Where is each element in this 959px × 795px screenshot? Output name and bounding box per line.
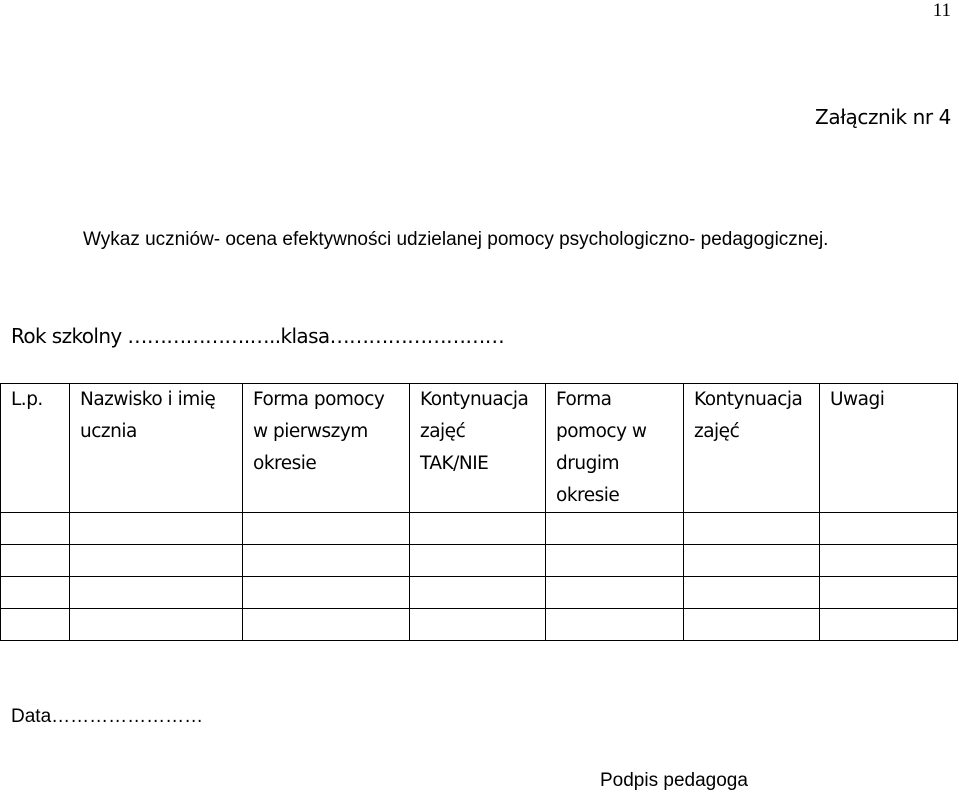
header-line: okresie: [253, 453, 317, 474]
header-line: Kontynuacja: [420, 389, 529, 410]
table-cell: [70, 609, 243, 641]
header-line: ucznia: [80, 421, 137, 442]
table-cell: [1, 609, 70, 641]
date-line: Data……………………: [11, 706, 204, 727]
table-cell: [546, 577, 684, 609]
table-cell: [70, 577, 243, 609]
header-continuation: [684, 384, 820, 513]
header-line: Kontynuacja: [694, 389, 803, 410]
attachment-label: Załącznik nr 4: [815, 105, 951, 129]
header-line: TAK/NIE: [420, 453, 489, 474]
header-remarks: [820, 384, 958, 513]
table-cell: [410, 545, 546, 577]
table-row: [1, 609, 958, 641]
header-line: w pierwszym: [253, 421, 368, 442]
table-cell: [684, 513, 820, 545]
table-cell: [546, 513, 684, 545]
pupils-table: [0, 383, 958, 641]
header-line: Forma: [556, 389, 612, 410]
table-cell: [410, 609, 546, 641]
header-line: Uwagi: [830, 389, 885, 410]
table-row: [1, 577, 958, 609]
table-cell: [684, 545, 820, 577]
header-line: pomocy w: [556, 421, 647, 442]
table-cell: [70, 513, 243, 545]
header-lp: [1, 384, 70, 513]
table-cell: [243, 577, 410, 609]
header-line: drugim: [556, 453, 619, 474]
table-cell: [820, 513, 958, 545]
header-line: Nazwisko i imię: [80, 389, 216, 410]
table-cell: [820, 545, 958, 577]
header-line: zajęć: [694, 421, 740, 442]
table-cell: [243, 609, 410, 641]
table-cell: [546, 609, 684, 641]
table-cell: [410, 513, 546, 545]
table-cell: [1, 513, 70, 545]
document-title: Wykaz uczniów- ocena efektywności udzielanej pomocy psychologiczno- pedagogicznej.: [83, 229, 829, 250]
table-cell: [820, 609, 958, 641]
table-cell: [820, 577, 958, 609]
table-cell: [70, 545, 243, 577]
header-line: zajęć: [420, 421, 466, 442]
header-line: okresie: [556, 485, 620, 506]
table-cell: [1, 577, 70, 609]
table-row: [1, 513, 958, 545]
table-cell: [243, 545, 410, 577]
table-header-row: [1, 384, 958, 513]
table-cell: [1, 545, 70, 577]
school-year-class-line: Rok szkolny ……………….…..klasa………………………: [11, 324, 505, 348]
header-continuation-yes-no: [410, 384, 546, 513]
table-cell: [410, 577, 546, 609]
header-line: L.p.: [11, 389, 43, 410]
table-cell: [243, 513, 410, 545]
table-cell: [684, 609, 820, 641]
header-first-period-help-form: [243, 384, 410, 513]
page-number: 11: [932, 0, 951, 21]
table-row: [1, 545, 958, 577]
header-second-period-help-form: [546, 384, 684, 513]
header-student-name: [70, 384, 243, 513]
table-cell: [546, 545, 684, 577]
header-line: Forma pomocy: [253, 389, 385, 410]
teacher-signature-label: Podpis pedagoga: [600, 770, 748, 791]
table-cell: [684, 577, 820, 609]
